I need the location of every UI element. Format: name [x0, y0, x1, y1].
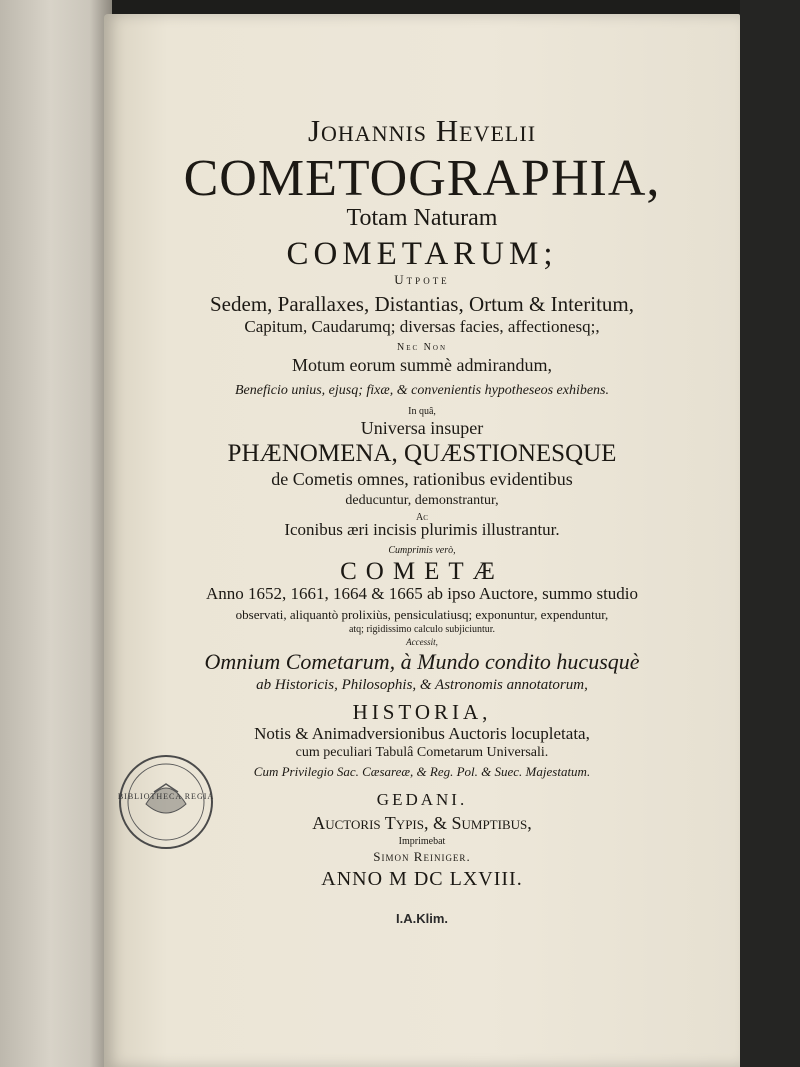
anno-observations-line: Anno 1652, 1661, 1664 & 1665 ab ipso Auctore, summo studio	[205, 584, 639, 603]
tabula-line: cum peculiari Tabulâ Cometarum Universali.	[295, 745, 549, 760]
historia-heading: HISTORIA,	[352, 700, 492, 724]
nec-non-line: Nec Non	[397, 342, 447, 353]
library-stamp-seal	[116, 752, 216, 852]
imprimebat-line: Imprimebat	[398, 836, 446, 847]
capitum-line: Capitum, Caudarumq; diversas facies, affectionesq;,	[244, 317, 600, 336]
observati-line: observati, aliquantò prolixiùs, pensiculatiusq; exponuntur, expenduntur,	[235, 607, 609, 622]
in-qua-line: In quâ,	[408, 406, 436, 417]
universa-line: Universa insuper	[360, 418, 484, 438]
beneficio-line: Beneficio unius, ejusq; fixæ, & convenientis hypotheseos exhibens.	[234, 383, 609, 398]
library-stamp	[116, 752, 216, 852]
pencil-note: I.A.Klim.	[395, 911, 448, 926]
historicis-line: ab Historicis, Philosophis, & Astronomis annotatorum,	[256, 677, 588, 693]
subtitle-cometarum: COMETARUM;	[286, 236, 558, 272]
notis-line: Notis & Animadversionibus Auctoris locupletata,	[254, 724, 590, 743]
title-page	[104, 14, 740, 1067]
motum-line: Motum eorum summè admirandum,	[292, 355, 552, 375]
utpote-line: Utpote	[394, 272, 450, 287]
ac-line: Ac	[416, 512, 428, 523]
de-cometis-line: de Cometis omnes, rationibus evidentibus	[271, 469, 573, 489]
left-facing-page	[0, 0, 112, 1067]
cometae-heading: COMETÆ	[340, 558, 504, 585]
library-stamp-text: BIBLIOTHECA REGIA	[117, 792, 215, 801]
background-shadow	[740, 0, 800, 1067]
omnium-cometarum-line: Omnium Cometarum, à Mundo condito hucusquè	[204, 649, 640, 674]
iconibus-line: Iconibus æri incisis plurimis illustrantur.	[284, 520, 560, 539]
privilegio-line: Cum Privilegio Sac. Cæsareæ, & Reg. Pol. & Suec. Majestatum.	[253, 764, 591, 779]
printer-name-line: Simon Reiniger.	[373, 849, 471, 864]
main-title: COMETOGRAPHIA,	[183, 150, 661, 207]
calculo-line: atq; rigidissimo calculo subjiciuntur.	[348, 624, 496, 635]
author-line: Johannis Hevelii	[307, 113, 537, 148]
sedem-line: Sedem, Parallaxes, Distantias, Ortum & Interitum,	[210, 292, 634, 316]
imprint-year: ANNO M DC LXVIII.	[321, 868, 523, 890]
cumprimis-line: Cumprimis verò,	[388, 545, 456, 556]
phaenomena-line: PHÆNOMENA, QUÆSTIONESQUE	[227, 440, 617, 467]
gedani-line: GEDANI.	[376, 790, 468, 809]
auctoris-typis-line: Auctoris Typis, & Sumptibus,	[312, 813, 532, 833]
deducuntur-line: deducuntur, demonstrantur,	[345, 493, 499, 508]
accessit-line: Accessit,	[406, 637, 438, 647]
subtitle-line-1: Totam Naturam	[346, 205, 498, 231]
